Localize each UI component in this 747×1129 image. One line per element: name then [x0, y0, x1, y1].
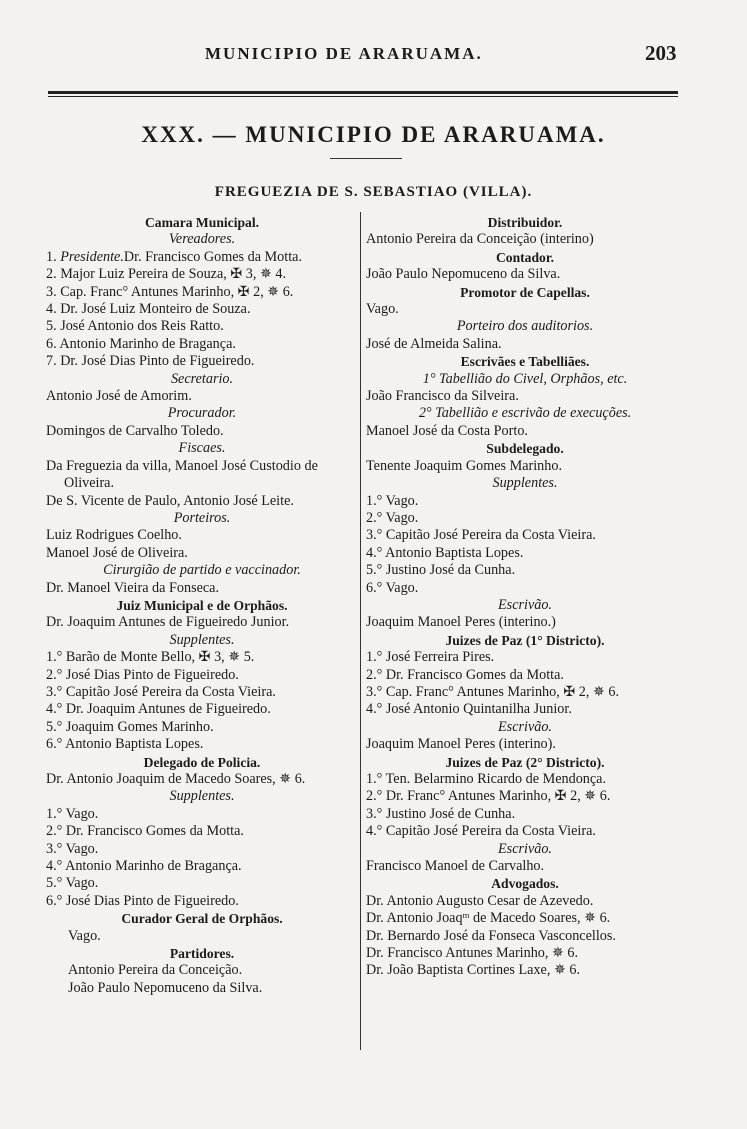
- list-item: 4.° Dr. Joaquim Antunes de Figueiredo.: [46, 701, 271, 718]
- running-head-title: MUNICIPIO DE ARARUAMA.: [205, 44, 483, 63]
- header-rule-thin: [48, 96, 678, 97]
- chapter-divider: [330, 158, 402, 159]
- parish-title: FREGUEZIA DE S. SEBASTIAO (VILLA).: [214, 184, 533, 200]
- list-item: 5.° Justino José da Cunha.: [366, 562, 516, 579]
- list-item: Manoel José de Oliveira.: [46, 544, 188, 561]
- list-item: 2.° Dr. Franc° Antunes Marinho, ✠ 2, ✵ 6.: [366, 788, 611, 805]
- list-item: 4. Dr. José Luiz Monteiro de Souza.: [46, 301, 251, 318]
- list-item: Dr. Francisco Antunes Marinho, ✵ 6.: [366, 945, 579, 962]
- list-item: 3.° Capitão José Pereira da Costa Vieira.: [366, 527, 596, 544]
- subheading: Porteiros.: [173, 509, 231, 526]
- list-item: 2.° José Dias Pinto de Figueiredo.: [46, 666, 239, 683]
- header-rule-thick: [48, 91, 678, 94]
- subheading: Escrivão.: [498, 596, 552, 613]
- column-divider: [360, 212, 361, 1050]
- item-number: 1.: [46, 248, 57, 265]
- list-item: 1.° Barão de Monte Bello, ✠ 3, ✵ 5.: [46, 649, 255, 666]
- list-item: Dr. Bernardo José da Fonseca Vasconcellos.: [366, 927, 616, 944]
- list-item: João Francisco da Silveira.: [366, 388, 519, 405]
- list-item: 4.° Antonio Baptista Lopes.: [366, 544, 524, 561]
- subheading: Procurador.: [167, 405, 237, 422]
- list-item: 5.° Joaquim Gomes Marinho.: [46, 718, 214, 735]
- list-item: Da Freguezia da villa, Manoel José Custodio de Oliveira.: [46, 457, 318, 492]
- role-label: Presidente.: [60, 248, 124, 265]
- list-item: 3.° Capitão José Pereira da Costa Vieira.: [46, 683, 276, 700]
- list-item: 1.° Ten. Belarmino Ricardo de Mendonça.: [366, 771, 607, 787]
- list-item: Joaquim Manoel Peres (interino.): [366, 614, 556, 631]
- list-item: Joaquim Manoel Peres (interino).: [366, 736, 556, 753]
- section-heading: Advogados.: [491, 876, 559, 892]
- list-item: 6.° Vago.: [366, 579, 419, 596]
- subheading: Escrivão.: [498, 840, 552, 857]
- list-item: 4.° Capitão José Pereira da Costa Vieira.: [366, 823, 596, 840]
- section-heading: Delegado de Policia.: [143, 754, 261, 770]
- list-item: Dr. Manoel Vieira da Fonseca.: [46, 579, 220, 596]
- subheading: Supplentes.: [492, 475, 558, 492]
- list-item: Antonio Pereira da Conceição (interino): [366, 231, 594, 248]
- subheading: Secretario.: [170, 370, 234, 387]
- list-item: João Paulo Nepomuceno da Silva.: [366, 266, 561, 283]
- list-item: 6.° José Dias Pinto de Figueiredo.: [46, 892, 239, 909]
- list-item: De S. Vicente de Paulo, Antonio José Leite.: [46, 492, 294, 509]
- list-item: João Paulo Nepomuceno da Silva.: [68, 979, 263, 996]
- section-heading: Escrivães e Tabelliães.: [460, 354, 590, 370]
- list-item: Dr. Antonio Joaqᵐ de Macedo Soares, ✵ 6.: [366, 910, 611, 927]
- list-item: Dr. Joaquim Antunes de Figueiredo Junior.: [46, 614, 290, 631]
- section-heading: Juizes de Paz (2° Districto).: [445, 754, 605, 770]
- list-item: [46, 249, 358, 266]
- right-column: [366, 214, 684, 980]
- list-item: 2.° Dr. Francisco Gomes da Motta.: [366, 666, 564, 683]
- subheading: Porteiro dos auditorios.: [456, 318, 594, 335]
- list-item: Antonio José de Amorim.: [46, 388, 192, 405]
- left-column: [46, 214, 358, 997]
- section-heading: Juizes de Paz (1° Districto).: [445, 632, 605, 648]
- page-number: 203: [645, 41, 677, 65]
- list-item: 4.° José Antonio Quintanilha Junior.: [366, 701, 572, 718]
- list-item: Tenente Joaquim Gomes Marinho.: [366, 457, 563, 474]
- list-item: 3. Cap. Franc° Antunes Marinho, ✠ 2, ✵ 6.: [46, 283, 294, 300]
- section-heading: Promotor de Capellas.: [460, 284, 590, 300]
- list-item: José de Almeida Salina.: [366, 335, 502, 352]
- list-item: 5. José Antonio dos Reis Ratto.: [46, 318, 224, 335]
- section-heading: Curador Geral de Orphãos.: [121, 911, 283, 927]
- list-item: 6.° Antonio Baptista Lopes.: [46, 736, 204, 753]
- list-item: Vago.: [68, 927, 101, 944]
- list-item: Vago.: [366, 301, 399, 318]
- subheading: Supplentes.: [169, 788, 235, 805]
- section-heading: Juiz Municipal e de Orphãos.: [116, 597, 288, 613]
- list-item: 3.° Vago.: [46, 840, 99, 857]
- section-heading: Contador.: [495, 249, 555, 265]
- subheading: Supplentes.: [169, 631, 235, 648]
- list-item: 3.° Cap. Franc° Antunes Marinho, ✠ 2, ✵ 6.: [366, 683, 620, 700]
- list-item: 5.° Vago.: [46, 875, 99, 892]
- list-item: Manoel José da Costa Porto.: [366, 422, 528, 439]
- subheading: Fiscaes.: [178, 440, 226, 457]
- person-name: Dr. Francisco Gomes da Motta.: [123, 248, 302, 265]
- running-head: [0, 41, 747, 72]
- subheading: Vereadores.: [168, 231, 236, 248]
- chapter-title: XXX. — MUNICIPIO DE ARARUAMA.: [141, 122, 606, 147]
- subheading: 2° Tabellião e escrivão de execuções.: [418, 405, 632, 422]
- subheading: Cirurgião de partido e vaccinador.: [103, 562, 301, 579]
- list-item: 3.° Justino José de Cunha.: [366, 805, 516, 822]
- list-item: Francisco Manoel de Carvalho.: [366, 858, 545, 875]
- list-item: 6. Antonio Marinho de Bragança.: [46, 335, 236, 352]
- subheading: 1° Tabellião do Civel, Orphãos, etc.: [422, 370, 628, 387]
- section-heading: Camara Municipal.: [144, 215, 260, 230]
- section-heading: Partidores.: [169, 946, 235, 962]
- list-item: 2.° Vago.: [366, 509, 419, 526]
- subheading: Escrivão.: [498, 718, 552, 735]
- list-item: 1.° José Ferreira Pires.: [366, 649, 495, 666]
- list-item: Dr. Antonio Augusto Cesar de Azevedo.: [366, 892, 594, 909]
- list-item: 4.° Antonio Marinho de Bragança.: [46, 858, 242, 875]
- list-item: Domingos de Carvalho Toledo.: [46, 422, 224, 439]
- list-item: Luiz Rodrigues Coelho.: [46, 527, 182, 544]
- list-item: 1.° Vago.: [46, 805, 99, 822]
- list-item: 1.° Vago.: [366, 492, 419, 509]
- list-item: Dr. João Baptista Cortines Laxe, ✵ 6.: [366, 962, 581, 979]
- list-item: Dr. Antonio Joaquim de Macedo Soares, ✵ 6.: [46, 771, 306, 787]
- section-heading: Subdelegado.: [486, 441, 564, 457]
- list-item: Antonio Pereira da Conceição.: [68, 962, 243, 979]
- list-item: 2. Major Luiz Pereira de Souza, ✠ 3, ✵ 4.: [46, 266, 287, 283]
- list-item: 7. Dr. José Dias Pinto de Figueiredo.: [46, 353, 255, 370]
- list-item: 2.° Dr. Francisco Gomes da Motta.: [46, 823, 244, 840]
- section-heading: Distribuidor.: [487, 215, 563, 230]
